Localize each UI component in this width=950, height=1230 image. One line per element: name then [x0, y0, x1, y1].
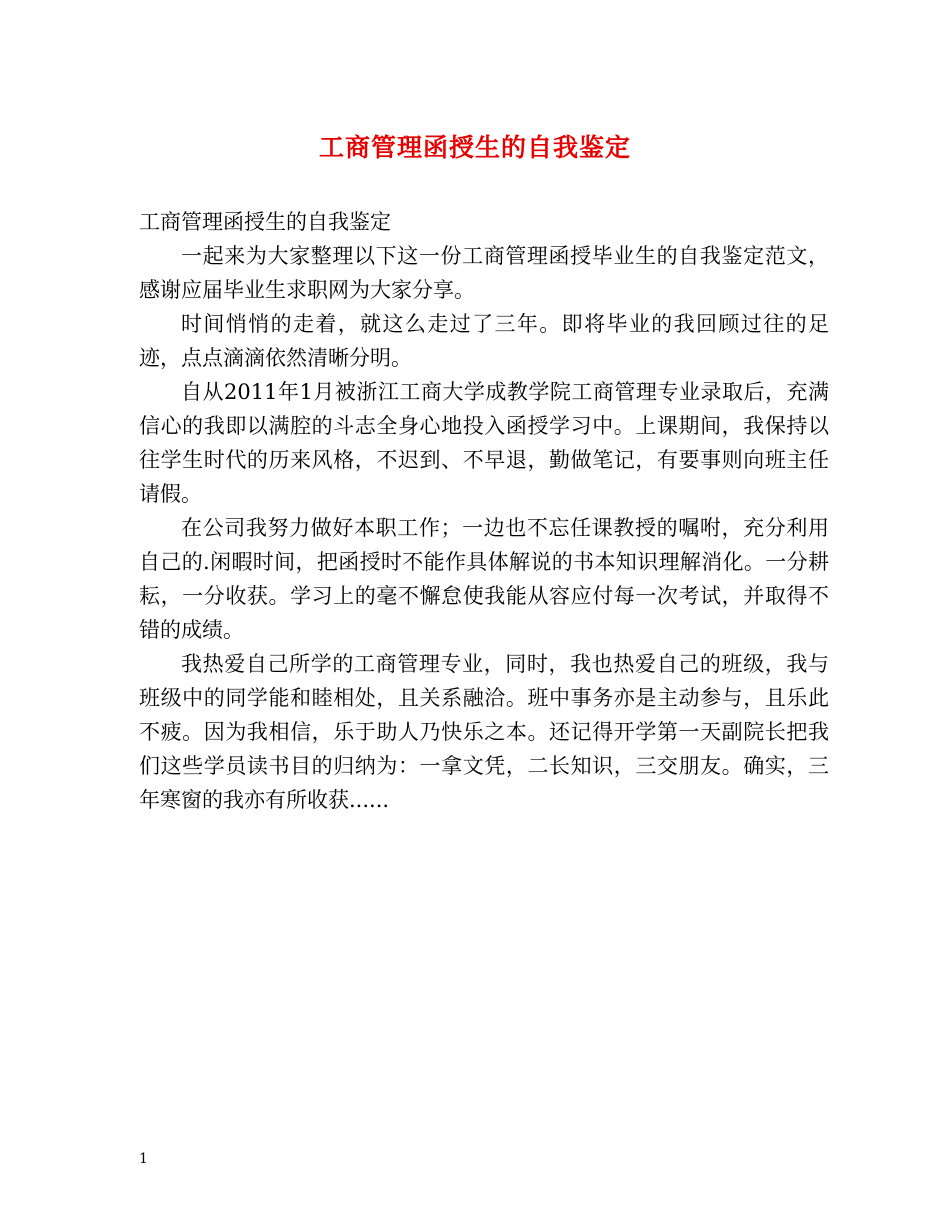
- document-body: [139, 239, 829, 817]
- paragraph-2: 时间悄悄的走着，就这么走过了三年。即将毕业的我回顾过往的足迹，点点滴滴依然清晰分明。: [139, 312, 829, 370]
- paragraph-4: 在公司我努力做好本职工作；一边也不忘任课教授的嘱咐，充分利用自己的.闲暇时间，把函授时不能作具体解说的书本知识理解消化。一分耕耘，一分收获。学习上的毫不懈怠使我能从容应付每一次考试，并取得不错的成绩。: [139, 516, 829, 642]
- page-number: 1: [139, 1151, 148, 1167]
- paragraph-1: 一起来为大家整理以下这一份工商管理函授毕业生的自我鉴定范文，感谢应届毕业生求职网为大家分享。: [139, 244, 829, 302]
- paragraph-3: 自从2011年1月被浙江工商大学成教学院工商管理专业录取后，充满信心的我即以满腔的斗志全身心地投入函授学习中。上课期间，我保持以往学生时代的历来风格，不迟到、不早退，勤做笔记，有要事则向班主任请假。: [139, 380, 829, 506]
- paragraph-5: 我热爱自己所学的工商管理专业，同时，我也热爱自己的班级，我与班级中的同学能和睦相处，且关系融洽。班中事务亦是主动参与，且乐此不疲。因为我相信，乐于助人乃快乐之本。还记得开学第一天副院长把我们这些学员读书目的归纳为：一拿文凭，二长知识，三交朋友。确实，三年寒窗的我亦有所收获......: [139, 652, 829, 812]
- document-subtitle: 工商管理函授生的自我鉴定: [139, 210, 391, 234]
- document-title: 工商管理函授生的自我鉴定: [318, 133, 631, 162]
